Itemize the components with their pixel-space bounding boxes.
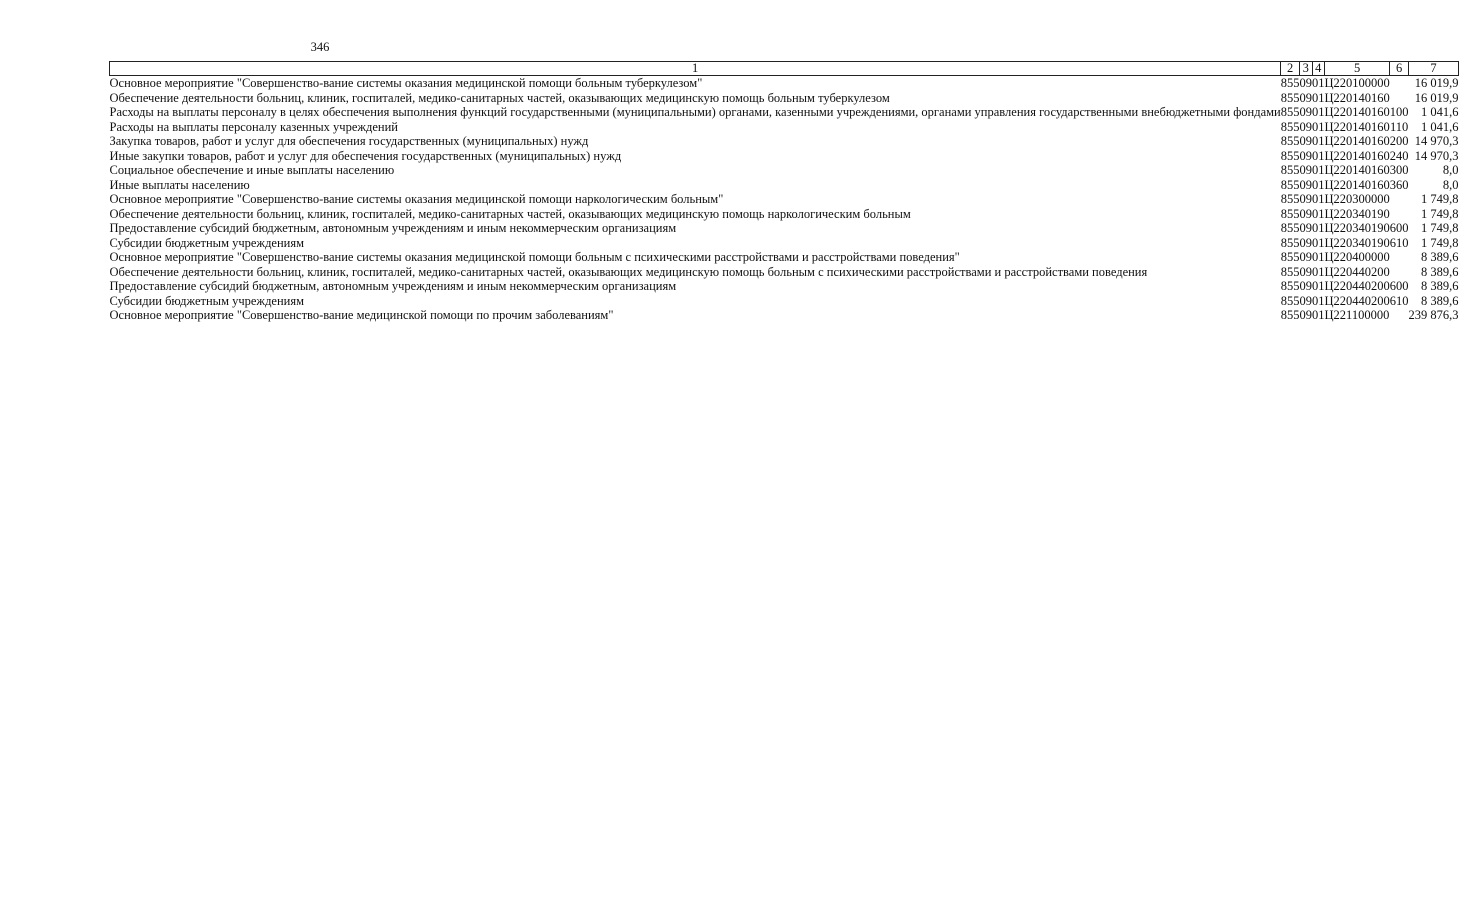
- row-name: Социальное обеспечение и иные выплаты населению: [109, 163, 395, 177]
- subsection-code: 01: [1312, 308, 1325, 322]
- target-item-code: Ц220400000: [1324, 250, 1390, 264]
- row-name: Расходы на выплаты персоналу казенных учреждений: [109, 119, 398, 134]
- column-header: 1: [110, 62, 1281, 76]
- target-item-code: Ц220140160: [1324, 119, 1390, 134]
- subsection-code: 01: [1312, 279, 1325, 293]
- ministry-code: 855: [1280, 235, 1300, 250]
- ministry-code: 855: [1280, 250, 1300, 264]
- row-name: Расходы на выплаты персоналу в целях обеспечения выполнения функций государственными (муниципальными) органами, казенными учреждениями, органами управления государственными внебюджетными фондами: [109, 105, 1281, 119]
- amount: 8 389,6: [1421, 250, 1459, 264]
- expense-type-code: [1390, 76, 1409, 91]
- section-code: 09: [1299, 119, 1312, 134]
- row-name: Иные выплаты населению: [109, 177, 250, 192]
- table-row: [110, 250, 1459, 265]
- subsection-code: 01: [1312, 119, 1325, 134]
- section-code: 09: [1299, 105, 1312, 119]
- expense-type-code: [1390, 265, 1409, 280]
- target-item-code: Ц220440200: [1324, 293, 1390, 308]
- ministry-code: 855: [1280, 177, 1300, 192]
- target-item-code: Ц220140160: [1324, 163, 1390, 177]
- column-header: 6: [1390, 62, 1409, 76]
- expense-type-code: [1390, 91, 1409, 106]
- subsection-code: 01: [1312, 206, 1325, 221]
- table-row: [110, 163, 1459, 178]
- ministry-code: 855: [1280, 206, 1300, 221]
- target-item-code: Ц220340190: [1324, 206, 1390, 221]
- row-name: Обеспечение деятельности больниц, клиник, госпиталей, медико-санитарных частей, оказывающих медицинскую помощь больным с психическими расстройствами и расстройствами поведения: [109, 264, 1148, 279]
- target-item-code: Ц220340190: [1324, 235, 1390, 250]
- expense-type-code: 300: [1389, 163, 1409, 177]
- subsection-code: 01: [1312, 293, 1325, 308]
- ministry-code: 855: [1280, 119, 1300, 134]
- target-item-code: Ц220340190: [1324, 221, 1390, 235]
- table-row: [110, 279, 1459, 294]
- table-row: [110, 134, 1459, 149]
- expense-type-code: 110: [1390, 119, 1409, 134]
- section-code: 09: [1299, 308, 1312, 322]
- amount: 1 041,6: [1421, 119, 1459, 134]
- ministry-code: 855: [1280, 308, 1300, 322]
- target-item-code: Ц220100000: [1324, 76, 1390, 90]
- expense-type-code: 610: [1389, 293, 1409, 308]
- section-code: 09: [1299, 250, 1312, 264]
- section-code: 09: [1299, 279, 1312, 293]
- row-name: Иные закупки товаров, работ и услуг для обеспечения государственных (муниципальных) нужд: [109, 148, 622, 163]
- table-row: [110, 105, 1459, 120]
- target-item-code: Ц221100000: [1324, 308, 1390, 322]
- section-code: 09: [1299, 206, 1312, 221]
- row-name: Обеспечение деятельности больниц, клиник, госпиталей, медико-санитарных частей, оказывающих медицинскую помощь больным туберкулезом: [109, 90, 890, 105]
- subsection-code: 01: [1312, 235, 1325, 250]
- subsection-code: 01: [1312, 105, 1325, 119]
- section-code: 09: [1299, 221, 1312, 235]
- expense-type-code: [1390, 250, 1409, 265]
- table-row: [110, 207, 1459, 222]
- subsection-code: 01: [1312, 221, 1325, 235]
- amount: 8 389,6: [1421, 293, 1459, 308]
- subsection-code: 01: [1312, 163, 1325, 177]
- ministry-code: 855: [1280, 192, 1300, 206]
- target-item-code: Ц220440200: [1324, 279, 1390, 293]
- section-code: 09: [1299, 293, 1312, 308]
- ministry-code: 855: [1280, 134, 1300, 148]
- table-row: [110, 294, 1459, 309]
- budget-table: [109, 61, 1459, 323]
- subsection-code: 01: [1312, 76, 1325, 90]
- expense-type-code: 100: [1389, 105, 1409, 119]
- table-row: [110, 91, 1459, 106]
- ministry-code: 855: [1280, 105, 1300, 119]
- subsection-code: 01: [1312, 90, 1325, 105]
- row-name: Предоставление субсидий бюджетным, автономным учреждениям и иным некоммерческим организациям: [109, 279, 677, 293]
- section-code: 09: [1299, 264, 1312, 279]
- section-code: 09: [1299, 90, 1312, 105]
- amount: 14 970,3: [1414, 134, 1459, 148]
- amount: 1 749,8: [1421, 221, 1459, 235]
- target-item-code: Ц220140160: [1324, 148, 1390, 163]
- table-row: [110, 192, 1459, 207]
- section-code: 09: [1299, 163, 1312, 177]
- row-name: Основное мероприятие "Совершенство-вание медицинской помощи по прочим заболеваниям": [109, 308, 614, 322]
- row-name: Основное мероприятие "Совершенство-вание системы оказания медицинской помощи наркологическим больным": [109, 192, 724, 206]
- amount: 14 970,3: [1414, 148, 1459, 163]
- section-code: 09: [1299, 177, 1312, 192]
- expense-type-code: 600: [1389, 221, 1409, 235]
- column-header: 4: [1312, 62, 1325, 76]
- table-row: [110, 120, 1459, 135]
- expense-type-code: [1390, 308, 1409, 323]
- column-number-row: [110, 62, 1459, 76]
- table-row: [110, 236, 1459, 251]
- ministry-code: 855: [1280, 221, 1300, 235]
- expense-type-code: 600: [1389, 279, 1409, 293]
- row-name: Закупка товаров, работ и услуг для обеспечения государственных (муниципальных) нужд: [109, 134, 589, 148]
- ministry-code: 855: [1280, 90, 1300, 105]
- row-name: Основное мероприятие "Совершенство-вание системы оказания медицинской помощи больным с психическими расстройствами и расстройствами поведения": [109, 250, 960, 264]
- expense-type-code: [1390, 207, 1409, 222]
- amount: 1 749,8: [1421, 192, 1459, 206]
- table-row: [110, 76, 1459, 91]
- row-name: Основное мероприятие "Совершенство-вание системы оказания медицинской помощи больным туберкулезом": [109, 76, 703, 90]
- amount: 8 389,6: [1421, 264, 1459, 279]
- expense-type-code: 240: [1389, 148, 1409, 163]
- table-row: [110, 149, 1459, 164]
- section-code: 09: [1299, 76, 1312, 90]
- expense-type-code: 610: [1389, 235, 1409, 250]
- section-code: 09: [1299, 148, 1312, 163]
- ministry-code: 855: [1280, 163, 1300, 177]
- column-header: 7: [1409, 62, 1459, 76]
- row-name: Субсидии бюджетным учреждениям: [109, 293, 305, 308]
- section-code: 09: [1299, 134, 1312, 148]
- amount: 16 019,9: [1414, 90, 1459, 105]
- target-item-code: Ц220300000: [1324, 192, 1390, 206]
- target-item-code: Ц220440200: [1324, 264, 1390, 279]
- subsection-code: 01: [1312, 177, 1325, 192]
- expense-type-code: 200: [1389, 134, 1409, 148]
- target-item-code: Ц220140160: [1324, 134, 1390, 148]
- target-item-code: Ц220140160: [1324, 177, 1390, 192]
- table-row: [110, 265, 1459, 280]
- ministry-code: 855: [1280, 279, 1300, 293]
- subsection-code: 01: [1312, 264, 1325, 279]
- row-name: Предоставление субсидий бюджетным, автономным учреждениям и иным некоммерческим организациям: [109, 221, 677, 235]
- column-header: 2: [1281, 62, 1300, 76]
- column-header: 3: [1300, 62, 1313, 76]
- row-name: Субсидии бюджетным учреждениям: [109, 235, 305, 250]
- row-name: Обеспечение деятельности больниц, клиник, госпиталей, медико-санитарных частей, оказывающих медицинскую помощь наркологическим больным: [109, 206, 911, 221]
- table-row: [110, 308, 1459, 323]
- amount: 1 749,8: [1421, 206, 1459, 221]
- ministry-code: 855: [1280, 264, 1300, 279]
- budget-table-body: [110, 76, 1459, 323]
- column-header: 5: [1325, 62, 1390, 76]
- amount: 8,0: [1442, 177, 1459, 192]
- subsection-code: 01: [1312, 192, 1325, 206]
- subsection-code: 01: [1312, 250, 1325, 264]
- amount: 8,0: [1442, 163, 1459, 177]
- amount: 8 389,6: [1421, 279, 1459, 293]
- table-row: [110, 221, 1459, 236]
- page-number: 346: [310, 40, 330, 54]
- target-item-code: Ц220140160: [1324, 90, 1390, 105]
- section-code: 09: [1299, 192, 1312, 206]
- amount: 239 876,3: [1408, 308, 1459, 322]
- amount: 1 041,6: [1421, 105, 1459, 119]
- amount: 16 019,9: [1414, 76, 1459, 90]
- table-row: [110, 178, 1459, 193]
- ministry-code: 855: [1280, 76, 1300, 90]
- target-item-code: Ц220140160: [1324, 105, 1390, 119]
- section-code: 09: [1299, 235, 1312, 250]
- amount: 1 749,8: [1421, 235, 1459, 250]
- ministry-code: 855: [1280, 293, 1300, 308]
- subsection-code: 01: [1312, 148, 1325, 163]
- ministry-code: 855: [1280, 148, 1300, 163]
- expense-type-code: [1390, 192, 1409, 207]
- subsection-code: 01: [1312, 134, 1325, 148]
- expense-type-code: 360: [1389, 177, 1409, 192]
